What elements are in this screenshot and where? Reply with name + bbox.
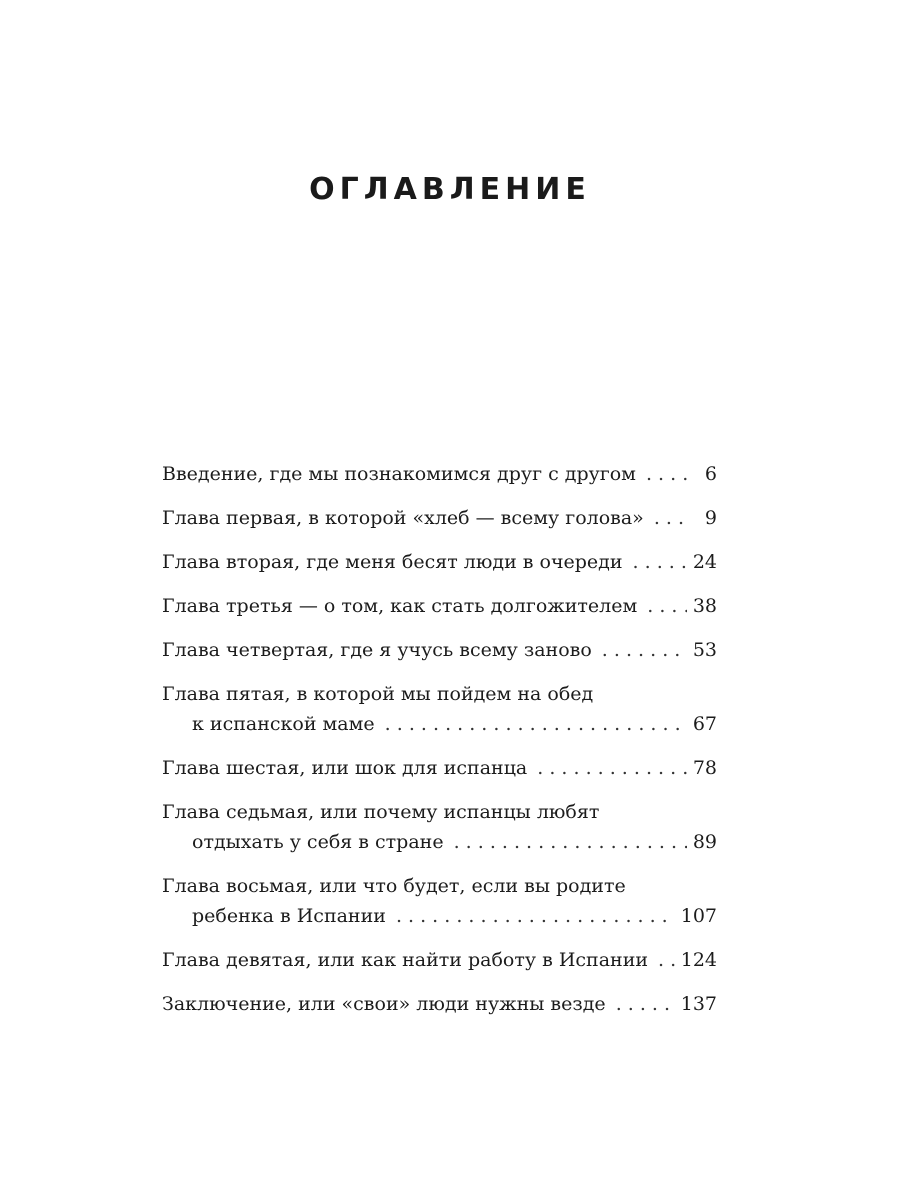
dot-leader [454, 827, 687, 857]
toc-entry [162, 591, 717, 635]
toc-entry-title: Глава пятая, в которой мы пойдем на обед [162, 683, 594, 705]
dot-leader [616, 989, 675, 1019]
toc-page-number: 107 [680, 905, 717, 927]
dot-leader [658, 945, 675, 975]
toc-page-number: 24 [692, 551, 717, 573]
toc-entry [162, 945, 717, 989]
toc-page-number: 89 [692, 831, 717, 853]
toc-entry [162, 547, 717, 591]
toc-page-number: 9 [704, 507, 717, 529]
toc-entry-title: Глава первая, в которой «хлеб — всему голова» [162, 507, 644, 529]
toc-entry-title: Глава восьмая, или что будет, если вы родите [162, 875, 626, 897]
toc-entry-title-continued: к испанской маме [192, 713, 375, 735]
toc-page-number: 137 [680, 993, 717, 1015]
toc-entry [162, 459, 717, 503]
toc-entry-title: Глава седьмая, или почему испанцы любят [162, 801, 600, 823]
toc-entry [162, 503, 717, 547]
dot-leader [602, 635, 687, 665]
toc-page-number: 124 [680, 949, 717, 971]
toc-entry [162, 635, 717, 679]
dot-leader [396, 901, 675, 931]
toc-entry-title: Глава четвертая, где я учусь всему заново [162, 639, 592, 661]
toc-entry-title: Заключение, или «свои» люди нужны везде [162, 993, 606, 1015]
toc-entry [162, 797, 717, 871]
toc-entry-title: Введение, где мы познакомимся друг с другом [162, 463, 636, 485]
toc-page-number: 78 [692, 757, 717, 779]
toc-page-number: 53 [692, 639, 717, 661]
toc-entry [162, 753, 717, 797]
dot-leader [647, 591, 687, 621]
toc-entry [162, 871, 717, 945]
toc-entry-title: Глава третья — о том, как стать долгожителем [162, 595, 638, 617]
table-of-contents [162, 459, 717, 1033]
dot-leader [385, 709, 687, 739]
dot-leader [633, 547, 687, 577]
dot-leader [537, 753, 687, 783]
dot-leader [646, 459, 689, 489]
toc-entry-title: Глава шестая, или шок для испанца [162, 757, 528, 779]
toc-page-number: 67 [692, 713, 717, 735]
page-title: ОГЛАВЛЕНИЕ [309, 172, 591, 207]
dot-leader [654, 503, 689, 533]
toc-entry-title: Глава девятая, или как найти работу в Испании [162, 949, 649, 971]
toc-entry-title: Глава вторая, где меня бесят люди в очереди [162, 551, 623, 573]
toc-page-number: 38 [692, 595, 717, 617]
toc-entry [162, 989, 717, 1033]
toc-entry-title-continued: ребенка в Испании [192, 905, 386, 927]
toc-page-number: 6 [704, 463, 717, 485]
toc-entry-title-continued: отдыхать у себя в стране [192, 831, 444, 853]
toc-entry [162, 679, 717, 753]
